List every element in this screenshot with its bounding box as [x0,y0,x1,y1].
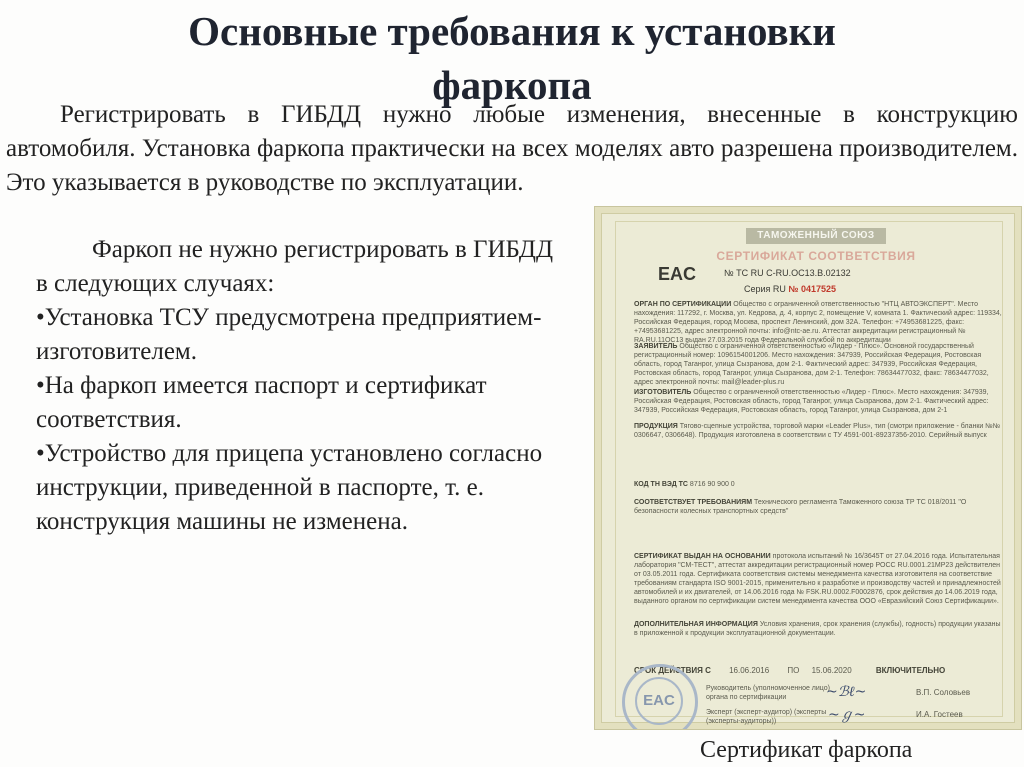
section-heading: КОД ТН ВЭД ТС [634,481,688,488]
intro-paragraph: Регистрировать в ГИБДД нужно любые изменения, внесенные в конструкцию автомобиля. Установка фаркопа практически на всех моделях авто разрешена производителем. Это указывается в руководстве по эксплуатации. [6,101,1018,196]
certificate-caption: Сертификат фаркопа [700,737,913,763]
section-heading: ДОПОЛНИТЕЛЬНАЯ ИНФОРМАЦИЯ [634,621,758,628]
section-text: 8716 90 900 0 [689,481,735,488]
seal-mark: EAC [635,677,683,725]
cert-section-authority [634,300,1004,345]
expert-name: И.А. Гостеев [916,710,963,719]
certificate-series [744,284,836,294]
certificate-seal [622,664,698,730]
cert-section-basis [634,552,1004,606]
cert-section-additional [634,620,1004,638]
title-line-2: фаркопа [432,62,592,108]
cert-section-product [634,422,1004,440]
cert-section-manufacturer [634,388,1004,415]
head-signature: ~ℬℓ~ [826,684,867,700]
eac-mark: EAC [658,264,697,284]
cert-section-requirements [634,498,1004,516]
section-text: Общество с ограниченной ответственностью "НТЦ АВТОЭКСПЕРТ". Место нахождения: 117292, г. Москва, ул. Кедрова, д. 4, корпус 2, помещение V, комната 1. Фактический адрес: 119334, Российская Федерация, город Москва, проспект Ленинский, дом 32А. Телефон: +74953681225, факс: +74953681225, адрес электронной почты: info@ntc-ae.ru. Аттестат аккредитации регистрационный № RA.RU.11OC13 выдан 27.03.2015 года Федеральной службой по аккредитации [634,301,1002,344]
section-heading: СЕРТИФИКАТ ВЫДАН НА ОСНОВАНИИ [634,553,771,560]
certificate-number: № ТС RU C-RU.OC13.B.02132 [724,268,851,278]
head-label: Руководитель (уполномоченное лицо) органа по сертификации [706,685,830,701]
series-label: Серия RU [744,284,786,294]
date-to: 15.06.2020 [811,666,852,675]
section-heading: ПРОДУКЦИЯ [634,423,678,430]
section-text: протокола испытаний № 16/3645Т от 27.04.2016 года. Испытательная лаборатория "СМ-ТЕСТ", аттестат аккредитации регистрационный номер РОСС RU.0001.21МР23 действителен от 03.05.2011 года. Сертификата соответствия системы менеджмента качества изготовителя на соответствие требованиям стандарта ISO 9001-2015, применительно к разработке и производству частей и принадлежностей автомобилей и их двигателей, от 14.06.2016 года № FSK.RU.0002.F0002876, срок действия до 14.06.2019 года, выданного органом по сертификации систем менеджмента качества ООО «Евразийский Союз Сертификации». [634,553,1001,605]
date-from: 16.06.2016 [729,666,770,675]
section-heading: ИЗГОТОВИТЕЛЬ [634,389,692,396]
bullet-item: •Устройство для прицепа установлено согласно инструкции, приведенной в паспорте, т. е. конструкция машины не изменена. [36,440,543,535]
certificate-border [615,221,1003,725]
certificate-banner: ТАМОЖЕННЫЙ СОЮЗ [746,228,886,244]
expert-signature: ~ℊ~ [828,707,866,723]
section-heading: ОРГАН ПО СЕРТИФИКАЦИИ [634,301,732,308]
exemptions-lead: Фаркоп не нужно регистрировать в ГИБДД в следующих случаях: [36,236,554,297]
cert-section-applicant [634,342,1004,387]
cert-validity [634,666,1004,675]
certificate-image [594,206,1022,730]
section-heading: ЗАЯВИТЕЛЬ [634,343,678,350]
inclusive-label: ВКЛЮЧИТЕЛЬНО [875,666,946,675]
section-heading: СООТВЕТСТВУЕТ ТРЕБОВАНИЯМ [634,499,753,506]
page-title [0,4,1024,112]
section-text: Тягово-сцепные устройства, торговой марки «Leader Plus», тип (смотри приложение - бланки №№ 0306647, 0306648). Продукция изготовлена в соответствии с ТУ 4591-001-89237356-2010. Серийный выпуск [634,423,1001,439]
head-name: В.П. Соловьев [916,688,971,697]
date-to-label: ПО [787,666,800,675]
section-text: Условия хранения, срок хранения (службы), годность) продукции указаны в приложенной к продукции эксплуатационной документации. [634,621,1001,637]
certificate-title: СЕРТИФИКАТ СООТВЕТСТВИЯ [716,249,916,263]
exemptions-block [36,233,564,539]
section-text: Общество с ограниченной ответственностью «Лидер - Плюс». Основной государственный регистрационный номер: 1096154001206. Место нахождения: 347939, Российская Федерация, Ростовская область, город Таганрог, улица Сызранова, дом 2-1. Фактический адрес: 347939, Российская Федерация, Ростовская область, город Таганрог, улица Сызранова, дом 2-1. Телефон: 78634477032, факс: 78634477032, адрес электронной почты: mail@leader-plus.ru [634,343,989,386]
bullet-item: •На фаркоп имеется паспорт и сертификат соответствия. [36,372,487,433]
cert-section-code [634,480,1004,489]
expert-label: Эксперт (эксперт-аудитор) (эксперты (эксперты-аудиторы)) [706,709,827,725]
bullet-item: •Установка ТСУ предусмотрена предприятием-изготовителем. [36,304,542,365]
section-text: Общество с ограниченной ответственностью «Лидер - Плюс». Место нахождения: 347939, Российская Федерация, Ростовская область, город Таганрог, улица Сызранова, дом 2-1. Фактический адрес: 347939, Российская Федерация, Ростовская область, город Таганрог, улица Сызранова, дом 2-1 [634,389,989,414]
section-text: Технического регламента Таможенного союза ТР ТС 018/2011 "О безопасности колесных транспортных средств" [634,499,967,515]
validity-label: СРОК ДЕЙСТВИЯ С [634,666,711,675]
series-number: № 0417525 [788,284,837,294]
title-line-1: Основные требования к установки [188,8,836,54]
